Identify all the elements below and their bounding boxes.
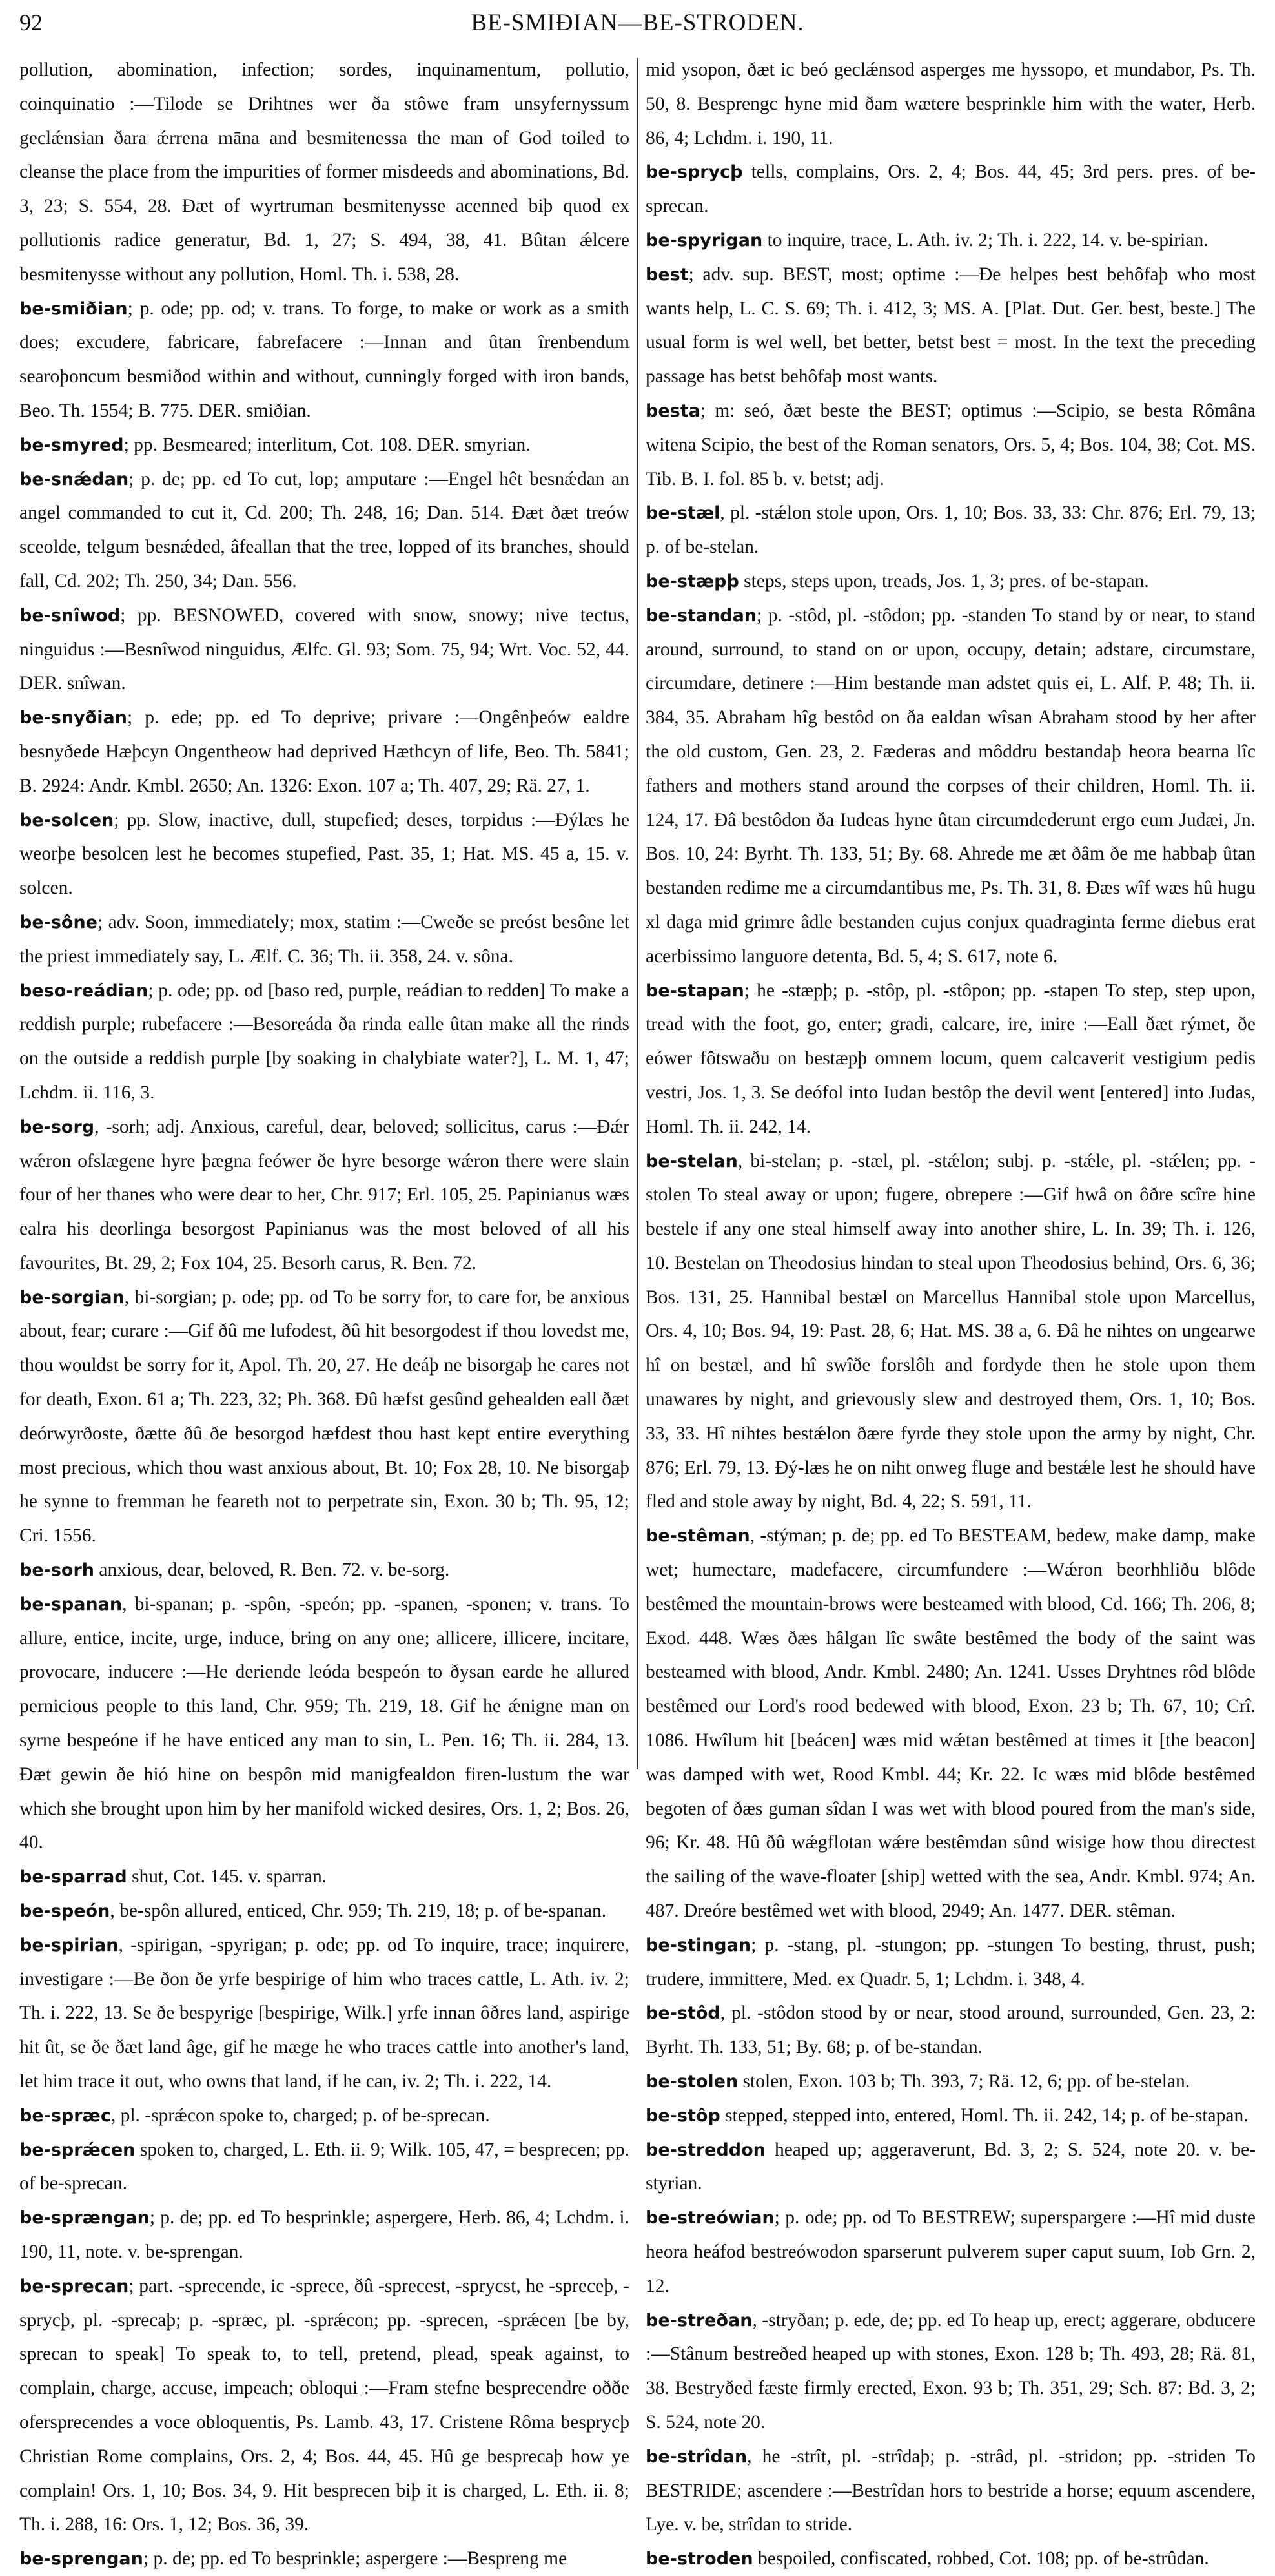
dictionary-entry: [646, 223, 1256, 258]
entry-continuation: [19, 53, 629, 292]
entry-definition: ; adv. Soon, immediately; mox, statim :—Cweðe se preóst besône let the priest immediately say, L. Ælf. C. 36; Th. ii. 358, 24. v. sôna.: [19, 911, 629, 967]
entry-definition: , -sorh; adj. Anxious, careful, dear, beloved; sollicitus, carus :—Ðǽr wǽron ofslægene hyre þægna feówer ðe hyre besorge wǽron there were slain four of her thanes who were dear to her, Chr. 917; Erl. 105, 25. Papinianus wæs ealra his deorlinga besorgost Papinianus was the most beloved of all his favourites, Bt. 29, 2; Fox 104, 25. Besorh carus, R. Ben. 72.: [19, 1116, 629, 1273]
entry-definition: , bi-sorgian; p. ode; pp. od To be sorry for, to care for, be anxious about, fear; curare :—Gif ðû me lufodest, ðû hit besorgodest if thou lovedst me, thou wouldst be sorry for it, Apol. Th. 20, 27. He deáþ ne bisorgaþ he cares not for death, Exon. 61 a; Th. 223, 32; Ph. 368. Ðû hæfst gesûnd gehealden eall ðæt deórwyrðoste, ðætte ðû ðe besorgod hæfdest thou hast kept entire everything most precious, which thou wast anxious about, Bt. 10; Fox 28, 10. Ne bisorgaþ he synne to fremman he feareth not to perpetrate sin, Exon. 30 b; Th. 95, 12; Cri. 1556.: [19, 1286, 629, 1547]
entry-definition: steps, steps upon, treads, Jos. 1, 3; pres. of be-stapan.: [739, 570, 1149, 592]
entry-definition: ; pp. Besmeared; interlitum, Cot. 108. DER. smyrian.: [123, 434, 531, 455]
entry-definition: ; p. -stôd, pl. -stôdon; pp. -standen To stand by or near, to stand around, surround, to stand on or upon, occupy, detain; adstare, circumstare, circumdare, detinere :—Him bestande man adstet quis ei, L. Alf. P. 48; Th. ii. 384, 35. Abraham hîg bestôd on ða ealdan wîsan Abraham stood by her after the old custom, Gen. 23, 2. Fæderas and môddru bestandaþ heora bearna lîc fathers and mothers stand around the corpses of their children, Homl. Th. ii. 124, 17. Ðâ bestôdon ða Iudeas hyne ûtan circumdederunt ergo eum Judæi, Jn. Bos. 10, 24: Byrht. Th. 133, 51; By. 68. Ahrede me æt ðâm ðe me habbaþ ûtan bestanden redime me a circumdantibus me, Ps. Th. 31, 8. Ðæs wîf wæs hû hugu xl daga mid grimre âdle bestanden cujus conjux quadraginta ferme diebus erat acerbissimo languore detenta, Bd. 5, 4; S. 617, note 6.: [646, 604, 1256, 967]
headword: best: [646, 264, 689, 285]
headword: be-streðan: [646, 2310, 753, 2331]
entry-definition: anxious, dear, beloved, R. Ben. 72. v. be-sorg.: [94, 1560, 450, 1581]
entry-definition: to inquire, trace, L. Ath. iv. 2; Th. i. 222, 14. v. be-spirian.: [762, 229, 1209, 251]
dictionary-entry: [19, 1281, 629, 1553]
dictionary-entry: [19, 905, 629, 974]
entry-definition: , -stýman; p. de; pp. ed To BESTEAM, bedew, make damp, make wet; humectare, madefacere, circumfundere :—Wǽron beorhhliðu blôde bestêmed the mountain-brows were besteamed with blood, Cd. 166; Th. 206, 8; Exod. 448. Wæs ðæs hâlgan lîc swâte bestêmed the body of the saint was besteamed with blood, Andr. Kmbl. 2480; An. 1241. Usses Dryhtnes rôd blôde bestêmed our Lord's rood bedewed with blood, Exon. 23 b; Th. 67, 10; Crî. 1086. Hwîlum hit [beácen] wæs mid wǽtan bestêmed at times it [the beacon] was damped with wet, Rood Kmbl. 44; Kr. 22. Ic wæs mid blôde bestêmed begoten of ðæs guman sîdan I was wet with blood poured from the man's side, 96; Kr. 48. Hû ðû wǽgflotan wǽre bestêmdan sûnd wisige how thou directest the sailing of the wave-floater [ship] wetted with the sea, Andr. Kmbl. 974; An. 487. Dreóre bestêmed wet with blood, 2949; An. 1477. DER. stêman.: [646, 1525, 1256, 1922]
entry-definition: , bi-stelan; p. -stæl, pl. -stǽlon; subj. p. -stǽle, pl. -stǽlen; pp. -stolen To steal away or upon; fugere, obrepere :—Gif hwâ on ôðre scîre hine bestele if any one steal himself away into another shire, L. In. 39; Th. i. 126, 10. Bestelan on Theodosius hindan to steal upon Theodosius behind, Ors. 6, 36; Bos. 131, 25. Hannibal bestæl on Marcellus Hannibal stole upon Marcellus, Ors. 4, 10; Bos. 94, 19: Past. 28, 6; Hat. MS. 38 a, 6. Ðâ he nihtes on ungearwe hî on bestæl, and hî swîðe forslôh and fordyde then he stole upon them unawares by night, and grievously slew and destroyed them, Ors. 1, 10; Bos. 33, 33. Hî nihtes bestǽlon ðære fyrde they stole upon the army by night, Chr. 876; Erl. 79, 13. Ðý-læs he on niht onweg fluge and bestǽle lest he should have fled and stole away by night, Bd. 4, 22; S. 591, 11.: [646, 1150, 1256, 1512]
headword: be-stapan: [646, 980, 744, 1001]
page-header: [19, 9, 1256, 48]
dictionary-entry: [646, 496, 1256, 564]
headword: be-strîdan: [646, 2446, 748, 2467]
dictionary-entry: [19, 2269, 629, 2542]
entry-definition: ; p. de; pp. ed To besprinkle; aspergere :—Bespreng me: [143, 2548, 567, 2570]
headword: be-stroden: [646, 2549, 753, 2570]
entry-definition: , -spirigan, -spyrigan; p. ode; pp. od To inquire, trace; inquirere, investigare :—Be ðon ðe yrfe bespirige of him who traces cattle, L. Ath. iv. 2; Th. i. 222, 13. Se ðe bespyrige [bespirige, Wilk.] yrfe innan ôðres land, aspirige hit ût, se ðe ðæt land âge, gif he mæge he who traces cattle into another's land, let him trace it out, who owns that land, if he can, iv. 2; Th. i. 222, 14.: [19, 1934, 629, 2092]
headword: be-snyðian: [19, 708, 127, 728]
headword: be-speón: [19, 1901, 110, 1922]
headword: be-sparrad: [19, 1867, 127, 1888]
headword: be-solcen: [19, 810, 114, 830]
dictionary-entry: [19, 1860, 629, 1894]
headword: besta: [646, 400, 700, 421]
headword: be-stôd: [646, 2003, 720, 2024]
entry-definition: ; adv. sup. BEST, most; optime :—Ðe helpes best behôfaþ who most wants help, L. C. S. 69; Th. i. 412, 3; MS. A. [Plat. Dut. Ger. best, beste.] The usual form is wel well, bet better, betst best = most. In the text the preceding passage has betst behôfaþ most wants.: [646, 263, 1256, 387]
headword: be-sprycþ: [646, 162, 743, 183]
dictionary-entry: [646, 599, 1256, 974]
entry-definition: tells, complains, Ors. 2, 4; Bos. 44, 45; 3rd pers. pres. of be-sprecan.: [646, 161, 1256, 217]
dictionary-entry: [19, 1894, 629, 1928]
headword: be-sprecan: [19, 2276, 129, 2296]
left-column: [19, 53, 629, 2576]
dictionary-entry: [646, 564, 1256, 599]
entry-definition: ; p. de; pp. ed To cut, lop; amputare :—Engel hêt besnǽdan an angel commanded to cut it, Cd. 200; Th. 248, 16; Dan. 514. Ðæt ðæt treów sceolde, telgum besnǽded, âfeallan that the tree, lopped of its branches, should fall, Cd. 202; Th. 250, 34; Dan. 556.: [19, 468, 629, 592]
entry-definition: mid ysopon, ðæt ic beó geclǽnsod asperges me hyssopo, et mundabor, Ps. Th. 50, 8. Besprengc hyne mid ðam wætere besprinkle him with the water, Herb. 86, 4; Lchdm. i. 190, 11.: [646, 59, 1256, 149]
headword: be-smiðian: [19, 298, 128, 319]
headword: be-stolen: [646, 2072, 739, 2092]
dictionary-entry: [19, 2542, 629, 2576]
entry-definition: , he -strît, pl. -strîdaþ; p. -strâd, pl. -stridon; pp. -striden To BESTRIDE; ascendere :—Bestrîdan hors to bestride a horse; equum ascendere, Lye. v. be, strîdan to stride.: [646, 2446, 1256, 2535]
headword: be-stingan: [646, 1935, 751, 1955]
dictionary-entry: [646, 1996, 1256, 2065]
dictionary-entry: [646, 2065, 1256, 2099]
headword: be-sprengan: [19, 2549, 143, 2570]
headword: be-sorgian: [19, 1287, 125, 1308]
dictionary-entry: [19, 462, 629, 599]
entry-definition: stepped, stepped into, entered, Homl. Th. ii. 242, 14; p. of be-stapan.: [720, 2105, 1249, 2126]
dictionary-entry: [646, 2440, 1256, 2542]
headword: be-sorg: [19, 1117, 95, 1137]
dictionary-entry: [19, 974, 629, 1110]
entry-definition: , be-spôn allured, enticed, Chr. 959; Th. 219, 18; p. of be-spanan.: [110, 1901, 607, 1922]
entry-definition: ; p. ode; pp. od; v. trans. To forge, to make or work as a smith does; excudere, fabricare, fabrefacere :—Innan and ûtan îrenbendum searoþoncum besmiðod within and without, cunningly forged with iron bands, Beo. Th. 1554; B. 775. DER. smiðian.: [19, 298, 629, 421]
entry-definition: , pl. -stôdon stood by or near, stood around, surrounded, Gen. 23, 2: Byrht. Th. 133, 51; By. 68; p. of be-standan.: [646, 2003, 1256, 2058]
entry-definition: , pl. -sprǽcon spoke to, charged; p. of be-sprecan.: [110, 2105, 490, 2126]
entry-definition: pollution, abomination, infection; sordes, inquinamentum, pollutio, coinquinatio :—Tilode se Drihtnes wer ða stôwe fram unsyfernyssum geclǽnsian ðara ǽrrena māna and besmitenessa the man of God toiled to cleanse the place from the impurities of former misdeeds and abominations, Bd. 3, 23; S. 554, 28. Ðæt of wyrtruman besmitenysse acenned biþ quod ex pollutionis radice generatur, Bd. 1, 27; S. 494, 38, 41. Bûtan ǽlcere besmitenysse without any pollution, Homl. Th. i. 538, 28.: [19, 59, 629, 285]
dictionary-entry: [19, 1587, 629, 1860]
entry-definition: spoken to, charged, L. Eth. ii. 9; Wilk. 105, 47, = besprecen; pp. of be-sprecan.: [19, 2139, 629, 2194]
headword: be-smyred: [19, 435, 124, 455]
dictionary-entry: [646, 258, 1256, 394]
dictionary-entry: [19, 428, 629, 462]
headword: be-spanan: [19, 1594, 123, 1614]
entry-definition: ; m: seó, ðæt beste the BEST; optimus :—Scipio, se besta Rômâna witena Scipio, the best of the Roman senators, Ors. 5, 4; Bos. 104, 38; Cot. MS. Tib. B. I. fol. 85 b. v. betst; adj.: [646, 400, 1256, 489]
dictionary-entry: [646, 2542, 1256, 2576]
dictionary-entry: [19, 2099, 629, 2133]
entry-definition: , pl. -stǽlon stole upon, Ors. 1, 10; Bos. 33, 33: Chr. 876; Erl. 79, 13; p. of be-stelan.: [646, 502, 1256, 558]
entry-definition: stolen, Exon. 103 b; Th. 393, 7; Rä. 12, 6; pp. of be-stelan.: [738, 2071, 1190, 2092]
entry-definition: ; pp. BESNOWED, covered with snow, snowy; nive tectus, ninguidus :—Besnîwod ninguidus, Ælfc. Gl. 93; Som. 75, 94; Wrt. Voc. 52, 44. DER. snîwan.: [19, 604, 629, 694]
entry-continuation: [646, 53, 1256, 155]
dictionary-entry: [19, 1553, 629, 1587]
headword: be-streddon: [646, 2139, 766, 2160]
dictionary-entry: [646, 2133, 1256, 2201]
dictionary-entry: [19, 599, 629, 701]
entry-definition: bespoiled, confiscated, robbed, Cot. 108; pp. of be-strûdan.: [753, 2548, 1209, 2570]
headword: be-snîwod: [19, 605, 121, 626]
headword: be-snǽdan: [19, 469, 129, 489]
headword: be-sprǽcen: [19, 2139, 136, 2160]
headword: be-stelan: [646, 1151, 738, 1171]
dictionary-entry: [646, 155, 1256, 223]
dictionary-entry: [646, 394, 1256, 496]
headword: be-streówian: [646, 2208, 775, 2229]
dictionary-entry: [19, 292, 629, 428]
headword: be-stôp: [646, 2105, 720, 2126]
right-column: [646, 53, 1256, 2576]
dictionary-entry: [19, 2201, 629, 2269]
dictionary-entry: [19, 1110, 629, 1281]
entry-definition: ; he -stæpþ; p. -stôp, pl. -stôpon; pp. -stapen To step, step upon, tread with the foot, go, enter; gradi, calcare, ire, inire :—Eall ðæt rýmet, ðe eówer fôtswaðu on bestæpþ omnem locum, quem calcaverit vestigium pedis vestri, Jos. 1, 3. Se deófol into Iudan bestôp the devil went [entered] into Judas, Homl. Th. ii. 242, 14.: [646, 980, 1256, 1137]
dictionary-entry: [19, 2133, 629, 2201]
entry-definition: , -stryðan; p. ede, de; pp. ed To heap up, erect; aggerare, obducere :—Stânum bestreðed heaped up with stones, Exon. 128 b; Th. 493, 28; Rä. 81, 38. Bestryðed fæste firmly erected, Exon. 93 b; Th. 351, 29; Sch. 87: Bd. 3, 2; S. 524, note 20.: [646, 2309, 1256, 2433]
entry-definition: ; pp. Slow, inactive, dull, stupefied; deses, torpidus :—Ðýlæs he weorþe besolcen lest he becomes stupefied, Past. 35, 1; Hat. MS. 45 a, 15. v. solcen.: [19, 809, 629, 899]
dictionary-entry: [646, 1144, 1256, 1520]
running-head: BE-SMIÐIAN—BE-STRODEN.: [471, 10, 804, 36]
entry-definition: ; p. ede; pp. ed To deprive; privare :—Ongênþeów ealdre besnyðede Hæþcyn Ongentheow had deprived Hæthcyn of life, Beo. Th. 5841; B. 2924: Andr. Kmbl. 2650; An. 1326: Exon. 107 a; Th. 407, 29; Rä. 27, 1.: [19, 707, 629, 796]
headword: be-spyrigan: [646, 230, 763, 251]
entry-definition: ; p. de; pp. ed To besprinkle; aspergere, Herb. 86, 4; Lchdm. i. 190, 11, note. v. be-sprengan.: [19, 2207, 629, 2262]
entry-definition: , bi-spanan; p. -spôn, -speón; pp. -spanen, -sponen; v. trans. To allure, entice, incite, urge, induce, bring on any one; allicere, illicere, incitare, provocare, inducere :—He deriende leóda bespeón to ðysan earde he allured pernicious people to this land, Chr. 959; Th. 219, 18. Gif he ǽnigne man on syrne bespeóne if he have enticed any man to sin, L. Pen. 16; Th. ii. 284, 13. Ðæt gewin ðe hió hine on bespôn mid manigfealdon firen-lustum the war which she brought upon him by her manifold wicked desires, Ors. 1, 2; Bos. 26, 40.: [19, 1593, 629, 1853]
dictionary-entry: [19, 803, 629, 905]
column-divider: [637, 58, 638, 1769]
headword: be-stæl: [646, 503, 720, 524]
headword: be-standan: [646, 605, 757, 626]
entry-definition: heaped up; aggeraverunt, Bd. 3, 2; S. 524, note 20. v. be-styrian.: [646, 2139, 1256, 2194]
dictionary-entry: [646, 2201, 1256, 2303]
dictionary-entry: [19, 701, 629, 803]
headword: beso-reádian: [19, 980, 148, 1001]
headword: be-stêman: [646, 1526, 750, 1547]
dictionary-entry: [646, 974, 1256, 1144]
headword: be-spræc: [19, 2105, 111, 2126]
headword: be-sône: [19, 912, 97, 933]
dictionary-entry: [646, 1519, 1256, 1928]
entry-definition: shut, Cot. 145. v. sparran.: [127, 1866, 327, 1888]
page-number: 92: [19, 10, 43, 36]
headword: be-stæpþ: [646, 571, 739, 592]
headword: be-sorh: [19, 1560, 95, 1581]
entry-definition: ; p. ode; pp. od To BESTREW; superspargere :—Hî mid duste heora heáfod bestreówodon sparserunt pulverem super caput suum, Iob Grn. 2, 12.: [646, 2207, 1256, 2296]
entry-definition: ; p. ode; pp. od [baso red, purple, reádian to redden] To make a reddish purple; rubefacere :—Besoreáda ða rinda ealle ûtan make all the rinds on the outside a reddish purple [by soaking in chalybiate water?], L. M. 1, 47; Lchdm. ii. 116, 3.: [19, 980, 629, 1103]
entry-definition: ; p. -stang, pl. -stungon; pp. -stungen To besting, thrust, push; trudere, immittere, Med. ex Quadr. 5, 1; Lchdm. i. 348, 4.: [646, 1934, 1256, 1990]
dictionary-entry: [646, 2099, 1256, 2133]
headword: be-sprængan: [19, 2208, 150, 2229]
headword: be-spirian: [19, 1935, 119, 1955]
entry-definition: ; part. -sprecende, ic -sprece, ðû -sprecest, -sprycst, he -spreceþ, -sprycþ, pl. -sprecaþ; p. -spræc, pl. -sprǽcon; pp. -sprecen, -sprǽcen [be by, sprecan to speak] To speak to, to tell, pretend, plead, speak against, to complain, charge, accuse, impeach; obloqui :—Fram stefne besprecendre oððe ofersprecendes a voce obloquentis, Ps. Lamb. 43, 17. Cristene Rôma besprycþ Christian Rome complains, Ors. 2, 4; Bos. 44, 45. Hû ge besprecaþ how ye complain! Ors. 1, 10; Bos. 34, 9. Hit besprecen biþ it is charged, L. Eth. ii. 8; Th. i. 288, 16: Ors. 1, 12; Bos. 36, 39.: [19, 2275, 629, 2535]
dictionary-entry: [646, 1928, 1256, 1997]
dictionary-entry: [19, 1928, 629, 2099]
dictionary-entry: [646, 2303, 1256, 2440]
